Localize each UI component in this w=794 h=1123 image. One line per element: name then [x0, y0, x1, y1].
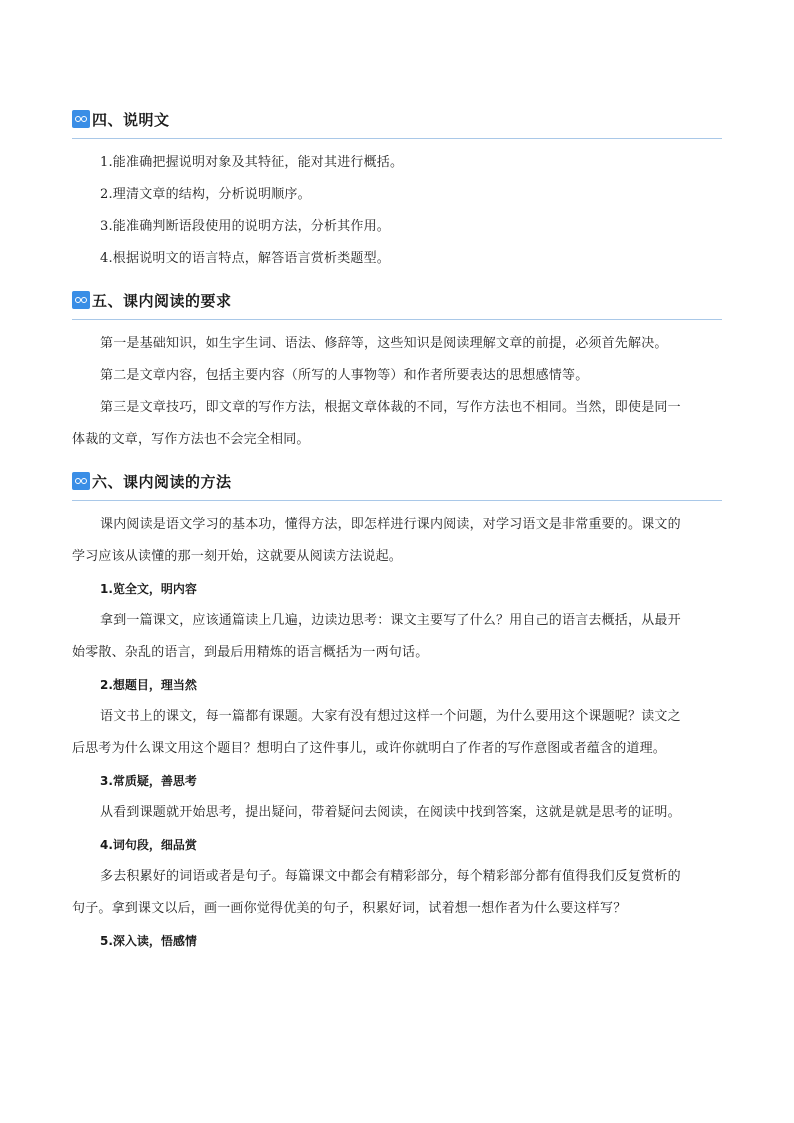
method-heading: 5.深入读，悟感情 [100, 934, 197, 948]
list-item: 3.能准确判断语段使用的说明方法，分析其作用。 [100, 219, 391, 234]
paragraph-line: 后思考为什么课文用这个题目？想明白了这件事儿，或许你就明白了作者的写作意图或者蕴含的道理。 [72, 741, 667, 756]
method-heading: 3.常质疑，善思考 [100, 774, 197, 788]
link-icon [72, 110, 90, 128]
paragraph-line: 学习应该从读懂的那一刻开始，这就要从阅读方法说起。 [72, 549, 403, 564]
paragraph-line: 第二是文章内容，包括主要内容（所写的人事物等）和作者所要表达的思想感情等。 [100, 368, 589, 383]
paragraph-line: 第三是文章技巧，即文章的写作方法，根据文章体裁的不同，写作方法也不相同。当然，即使是同一 [100, 400, 681, 415]
list-item: 4.根据说明文的语言特点，解答语言赏析类题型。 [100, 251, 391, 266]
section-heading [72, 287, 722, 313]
method-heading: 4.词句段，细品赏 [100, 838, 197, 852]
paragraph-line: 拿到一篇课文，应该通篇读上几遍，边读边思考：课文主要写了什么？用自己的语言去概括，从最开 [100, 613, 681, 628]
link-icon [72, 472, 90, 490]
paragraph-line: 语文书上的课文，每一篇都有课题。大家有没有想过这样一个问题，为什么要用这个课题呢？读文之 [100, 709, 681, 724]
section-divider [72, 319, 722, 320]
section-divider [72, 500, 722, 501]
paragraph-line: 从看到课题就开始思考，提出疑问，带着疑问去阅读，在阅读中找到答案，这就是就是思考的证明。 [100, 805, 681, 820]
paragraph-line: 始零散、杂乱的语言，到最后用精炼的语言概括为一两句话。 [72, 645, 429, 660]
section-title: 四、说明文 [92, 110, 170, 129]
paragraph-line: 第一是基础知识，如生字生词、语法、修辞等，这些知识是阅读理解文章的前提，必须首先解决。 [100, 336, 668, 351]
list-item: 2.理清文章的结构，分析说明顺序。 [100, 187, 311, 202]
section-title: 五、课内阅读的要求 [92, 291, 232, 310]
section-divider [72, 138, 722, 139]
link-icon [72, 291, 90, 309]
method-heading: 1.览全文，明内容 [100, 582, 197, 596]
paragraph-line: 体裁的文章，写作方法也不会完全相同。 [72, 432, 310, 447]
section-heading [72, 106, 722, 132]
paragraph-line: 课内阅读是语文学习的基本功，懂得方法，即怎样进行课内阅读，对学习语文是非常重要的。课文的 [100, 517, 681, 532]
paragraph-line: 句子。拿到课文以后，画一画你觉得优美的句子，积累好词，试着想一想作者为什么要这样写？ [72, 901, 627, 916]
method-heading: 2.想题目，理当然 [100, 678, 197, 692]
section-heading [72, 468, 722, 494]
document-page [72, 106, 722, 957]
section-title: 六、课内阅读的方法 [92, 472, 232, 491]
paragraph-line: 多去积累好的词语或者是句子。每篇课文中都会有精彩部分，每个精彩部分都有值得我们反复赏析的 [100, 869, 681, 884]
list-item: 1.能准确把握说明对象及其特征，能对其进行概括。 [100, 155, 404, 170]
